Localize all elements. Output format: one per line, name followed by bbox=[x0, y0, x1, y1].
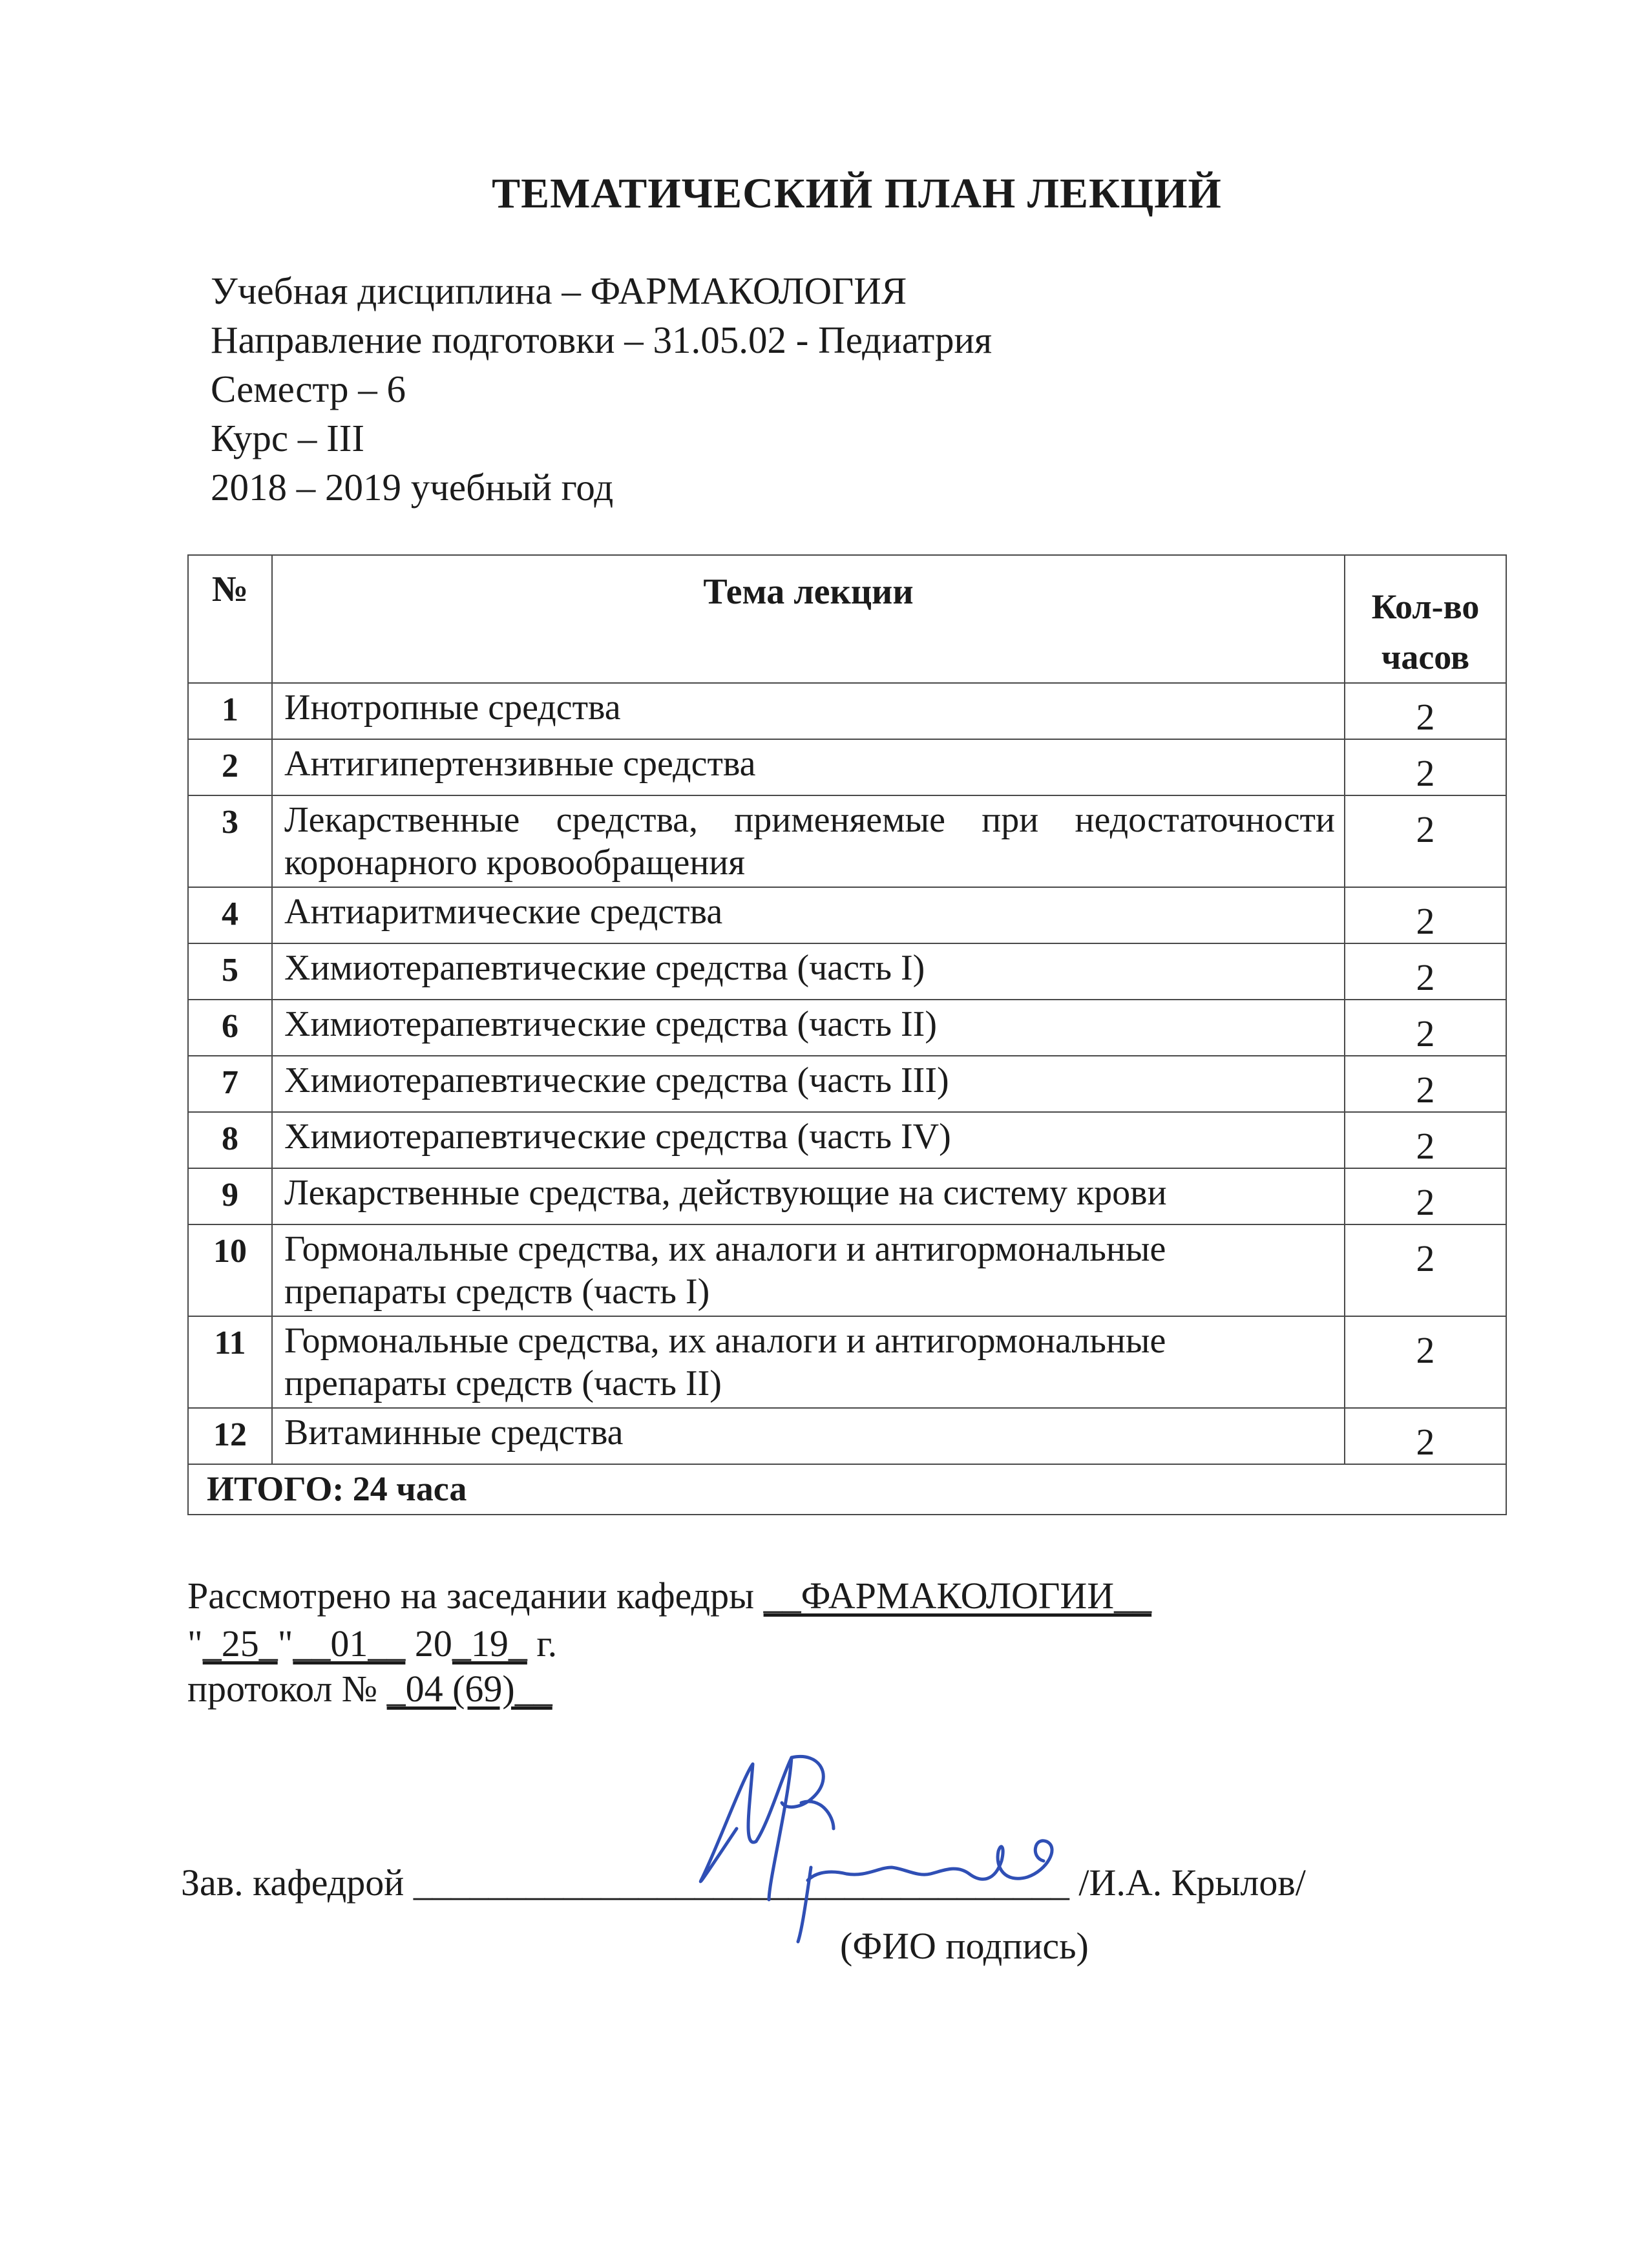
handwritten-signature bbox=[672, 1719, 1086, 1951]
date-year: _19_ bbox=[452, 1622, 527, 1664]
row-topic: Антигипертензивные средства bbox=[272, 739, 1345, 795]
row-hours: 2 bbox=[1345, 943, 1506, 1000]
header-hours-line2: часов bbox=[1381, 638, 1470, 677]
header-topic: Тема лекции bbox=[272, 555, 1345, 683]
row-hours: 2 bbox=[1345, 1000, 1506, 1056]
table-row bbox=[188, 795, 1506, 887]
date-century: 20 bbox=[405, 1622, 452, 1664]
meta-year: 2018 – 2019 учебный год bbox=[211, 466, 614, 509]
row-topic: Инотропные средства bbox=[272, 683, 1345, 739]
reviewed-line bbox=[187, 1574, 1151, 1617]
protocol-number: _04 (69)__ bbox=[386, 1668, 552, 1710]
row-topic: Химиотерапевтические средства (часть III) bbox=[272, 1056, 1345, 1112]
meta-discipline: Учебная дисциплина – ФАРМАКОЛОГИЯ bbox=[211, 269, 907, 312]
table-row bbox=[188, 943, 1506, 1000]
row-num: 5 bbox=[188, 943, 272, 1000]
row-topic: Химиотерапевтические средства (часть II) bbox=[272, 1000, 1345, 1056]
table-row bbox=[188, 739, 1506, 795]
row-hours: 2 bbox=[1345, 683, 1506, 739]
row-topic: Химиотерапевтические средства (часть IV) bbox=[272, 1112, 1345, 1168]
meta-semester: Семестр – 6 bbox=[211, 368, 406, 410]
page-title: ТЕМАТИЧЕСКИЙ ПЛАН ЛЕКЦИЙ bbox=[492, 170, 1222, 217]
row-num: 4 bbox=[188, 887, 272, 943]
table-total-row bbox=[188, 1464, 1506, 1515]
protocol-line bbox=[187, 1667, 552, 1710]
table-row bbox=[188, 887, 1506, 943]
row-hours: 2 bbox=[1345, 1168, 1506, 1224]
meta-direction: Направление подготовки – 31.05.02 - Педиатрия bbox=[211, 319, 993, 361]
row-num: 11 bbox=[188, 1316, 272, 1408]
table-row bbox=[188, 1168, 1506, 1224]
protocol-prefix: протокол № bbox=[187, 1668, 387, 1710]
row-topic: Витаминные средства bbox=[272, 1408, 1345, 1464]
row-hours: 2 bbox=[1345, 1112, 1506, 1168]
row-num: 9 bbox=[188, 1168, 272, 1224]
lecture-plan-table bbox=[187, 554, 1507, 1515]
department-name: __ФАРМАКОЛОГИИ__ bbox=[763, 1575, 1152, 1617]
row-topic: Лекарственные средства, применяемые при недостаточности коронарного кровообращения bbox=[272, 795, 1345, 887]
table-row bbox=[188, 1224, 1506, 1316]
total-hours: ИТОГО: 24 часа bbox=[188, 1464, 1506, 1515]
row-hours: 2 bbox=[1345, 1056, 1506, 1112]
date-day: _25_ bbox=[202, 1622, 278, 1664]
row-num: 7 bbox=[188, 1056, 272, 1112]
row-num: 6 bbox=[188, 1000, 272, 1056]
table-row bbox=[188, 1056, 1506, 1112]
head-name: /И.А. Крылов/ bbox=[1069, 1862, 1306, 1904]
table-row bbox=[188, 1316, 1506, 1408]
head-label: Зав. кафедрой bbox=[181, 1862, 414, 1904]
date-suffix: г. bbox=[527, 1622, 558, 1664]
table-row bbox=[188, 683, 1506, 739]
table-row bbox=[188, 1000, 1506, 1056]
meta-course: Курс – III bbox=[211, 417, 365, 459]
date-line bbox=[187, 1622, 557, 1665]
table-header-row bbox=[188, 555, 1506, 683]
sign-caption: (ФИО подпись) bbox=[840, 1925, 1089, 1967]
row-hours: 2 bbox=[1345, 739, 1506, 795]
row-topic: Лекарственные средства, действующие на систему крови bbox=[272, 1168, 1345, 1224]
row-hours: 2 bbox=[1345, 1316, 1506, 1408]
row-hours: 2 bbox=[1345, 795, 1506, 887]
row-topic: Гормональные средства, их аналоги и антигормональные препараты средств (часть I) bbox=[272, 1224, 1345, 1316]
row-hours: 2 bbox=[1345, 1408, 1506, 1464]
header-num: № bbox=[188, 555, 272, 683]
row-num: 3 bbox=[188, 795, 272, 887]
header-hours bbox=[1345, 555, 1506, 683]
row-num: 10 bbox=[188, 1224, 272, 1316]
row-topic: Гормональные средства, их аналоги и антигормональные препараты средств (часть II) bbox=[272, 1316, 1345, 1408]
table-row bbox=[188, 1112, 1506, 1168]
row-topic: Химиотерапевтические средства (часть I) bbox=[272, 943, 1345, 1000]
header-hours-line1: Кол-во bbox=[1371, 587, 1480, 626]
row-hours: 2 bbox=[1345, 887, 1506, 943]
reviewed-prefix: Рассмотрено на заседании кафедры bbox=[187, 1575, 764, 1617]
date-quote-open: " bbox=[187, 1622, 203, 1664]
table-row bbox=[188, 1408, 1506, 1464]
row-num: 2 bbox=[188, 739, 272, 795]
row-num: 1 bbox=[188, 683, 272, 739]
date-quote-close: " bbox=[277, 1622, 293, 1664]
row-topic: Антиаритмические средства bbox=[272, 887, 1345, 943]
row-hours: 2 bbox=[1345, 1224, 1506, 1316]
date-month: __01__ bbox=[293, 1622, 406, 1664]
head-signature-line: ___________________________________ bbox=[413, 1862, 1069, 1904]
meta-block bbox=[211, 266, 992, 512]
row-num: 12 bbox=[188, 1408, 272, 1464]
row-num: 8 bbox=[188, 1112, 272, 1168]
